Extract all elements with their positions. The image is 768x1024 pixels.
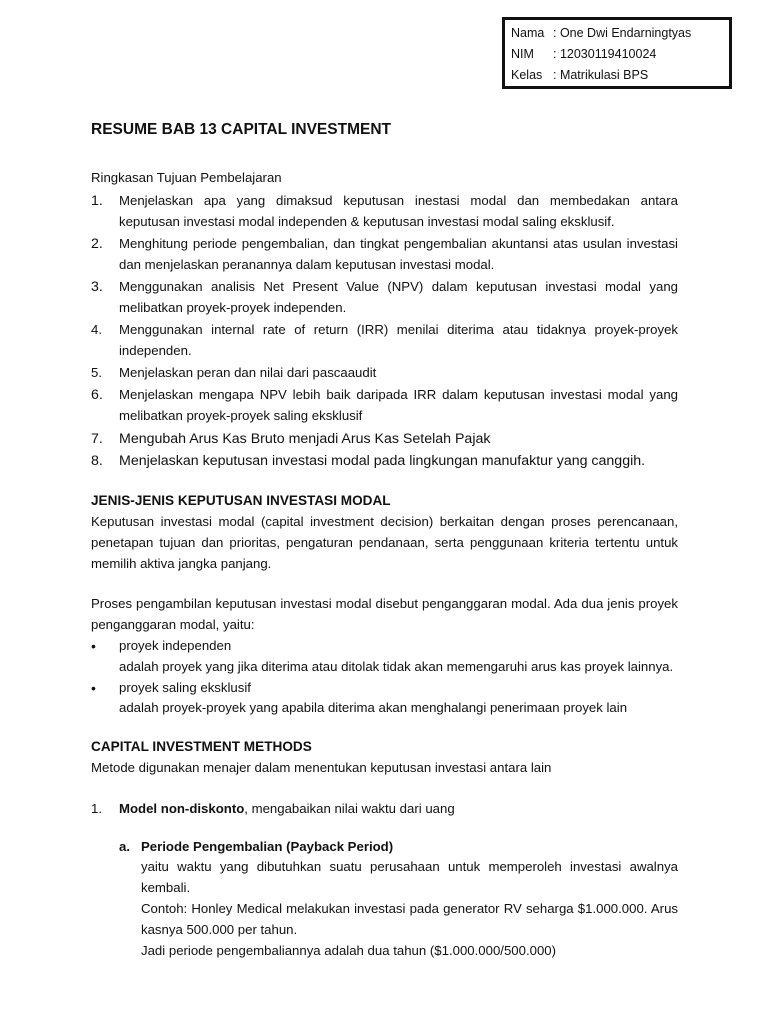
list-item <box>91 320 678 362</box>
list-text: Menggunakan internal rate of return (IRR) menilai diterima atau tidaknya proyek-proyek independen. <box>119 322 678 358</box>
list-text: Mengubah Arus Kas Bruto menjadi Arus Kas Setelah Pajak <box>119 430 491 447</box>
list-item <box>91 429 678 450</box>
objectives-list <box>91 191 678 472</box>
list-item <box>91 385 678 427</box>
paragraph: Jadi periode pengembaliannya adalah dua tahun ($1.000.000/500.000) <box>141 942 557 958</box>
project-types-list <box>91 636 678 719</box>
bullet-label: proyek saling eksklusif <box>119 679 251 695</box>
list-text: Menjelaskan apa yang dimaksud keputusan inestasi modal dan membedakan antara keputusan investasi modal independen & keputusan investasi modal saling eksklusif. <box>119 192 678 229</box>
list-text: Menghitung periode pengembalian, dan tingkat pengembalian akuntansi atas usulan investasi dan menjelaskan peranannya dalam keputusan investasi modal. <box>119 235 678 272</box>
identity-value: : 12030119410024 <box>553 47 657 61</box>
method-item <box>91 799 678 820</box>
bullet-label: proyek independen <box>119 637 232 653</box>
list-number: 5. <box>91 365 102 381</box>
paragraph: Contoh: Honley Medical melakukan investasi pada generator RV seharga $1.000.000. Arus kasnya 500.000 per tahun. <box>141 900 678 937</box>
identity-key: Kelas <box>511 68 543 82</box>
list-item <box>91 678 678 720</box>
method-description: , mengabaikan nilai waktu dari uang <box>244 800 455 816</box>
list-item <box>91 451 678 472</box>
identity-key: NIM <box>511 47 534 61</box>
list-text: Menjelaskan keputusan investasi modal pada lingkungan manufaktur yang canggih. <box>119 452 646 469</box>
list-number: 4. <box>91 322 102 338</box>
list-item <box>91 636 678 678</box>
list-item <box>91 363 678 384</box>
sub-method-item <box>119 837 678 962</box>
list-number: 6. <box>91 387 103 404</box>
document-body <box>91 168 678 961</box>
student-identity-box <box>502 17 732 89</box>
identity-value: : One Dwi Endarningtyas <box>553 26 692 40</box>
bullet-description: adalah proyek yang jika diterima atau ditolak tidak akan memengaruhi arus kas proyek lainnya. <box>119 658 674 674</box>
bullet-description: adalah proyek-proyek yang apabila diterima akan menghalangi penerimaan proyek lain <box>119 700 628 716</box>
paragraph: Proses pengambilan keputusan investasi modal disebut penganggaran modal. Ada dua jenis proyek penganggaran modal, yaitu: <box>91 596 678 633</box>
list-number: 8. <box>91 452 103 469</box>
list-number: 1. <box>91 192 103 209</box>
identity-value: : Matrikulasi BPS <box>553 68 649 82</box>
list-text: Menjelaskan peran dan nilai dari pascaaudit <box>119 365 377 381</box>
identity-row-name <box>511 23 723 44</box>
list-number: 7. <box>91 430 103 447</box>
list-number: 3. <box>91 278 103 295</box>
bullet-icon: • <box>91 679 96 696</box>
list-number: 1. <box>91 800 102 816</box>
bullet-icon: • <box>91 637 96 654</box>
identity-key: Nama <box>511 26 545 40</box>
list-item <box>91 234 678 276</box>
paragraph: yaitu waktu yang dibutuhkan suatu perusahaan untuk memperoleh investasi awalnya kembali. <box>141 859 678 896</box>
method-title: Model non-diskonto <box>119 800 245 816</box>
page-title: RESUME BAB 13 CAPITAL INVESTMENT <box>91 121 391 138</box>
paragraph: Keputusan investasi modal (capital investment decision) berkaitan dengan proses perencanaan, penetapan tujuan dan prioritas, pengaturan pendanaan, serta penggunaan kriteria tertentu untuk memilih aktiva jangka panjang. <box>91 513 678 571</box>
identity-row-class <box>511 65 723 86</box>
list-text: Menjelaskan mengapa NPV lebih baik daripada IRR dalam keputusan investasi modal yang melibatkan proyek-proyek saling eksklusif <box>119 387 678 424</box>
list-item <box>91 277 678 319</box>
list-text: Menggunakan analisis Net Present Value (NPV) dalam keputusan investasi modal yang melibatkan proyek-proyek independen. <box>119 278 678 315</box>
list-number: 2. <box>91 235 103 252</box>
list-item <box>91 191 678 233</box>
identity-row-nim <box>511 44 723 65</box>
section-heading-jenis: JENIS-JENIS KEPUTUSAN INVESTASI MODAL <box>91 493 391 509</box>
section-heading-methods: CAPITAL INVESTMENT METHODS <box>91 739 312 755</box>
paragraph: Metode digunakan menajer dalam menentukan keputusan investasi antara lain <box>91 759 552 775</box>
list-letter: a. <box>119 838 130 854</box>
sub-method-title: Periode Pengembalian (Payback Period) <box>141 838 394 854</box>
objectives-heading: Ringkasan Tujuan Pembelajaran <box>91 170 282 185</box>
